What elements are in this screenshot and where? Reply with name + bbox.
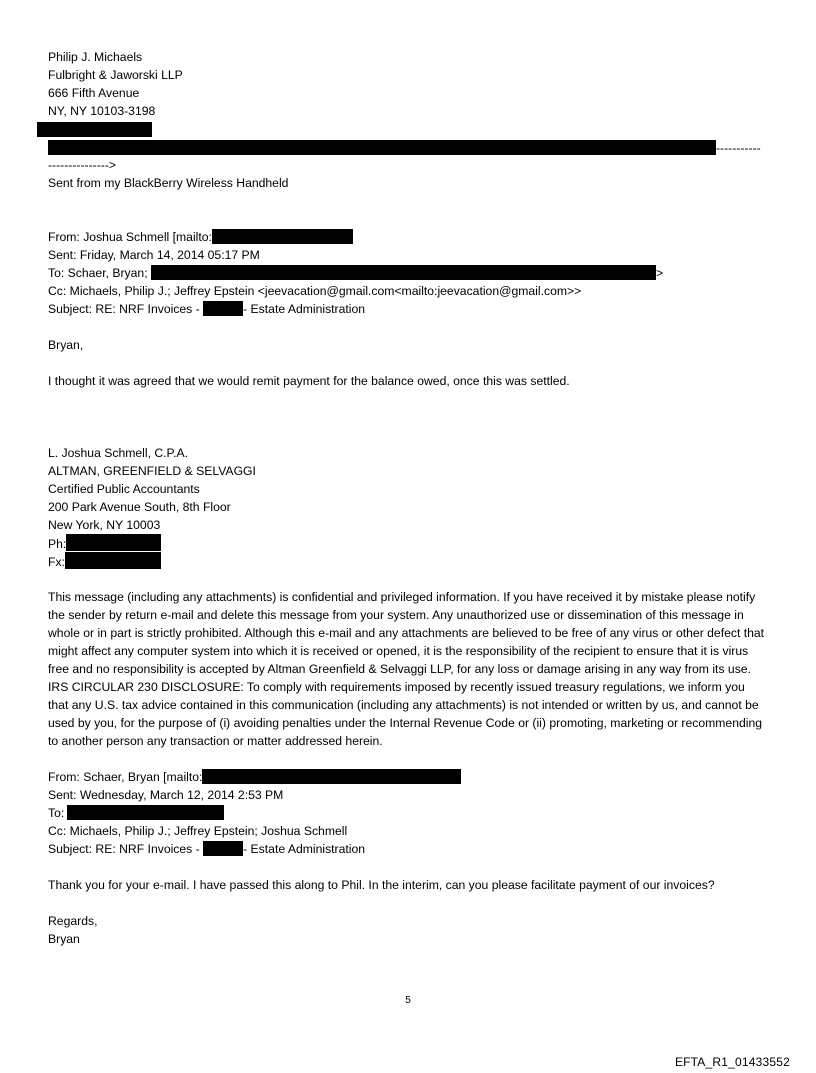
irs-disclosure: IRS CIRCULAR 230 DISCLOSURE: To comply with requirements imposed by recently issued treasury regulations, we inform you that any U.S. tax advice contained in this communication (including any attachments) is not intended or written by us, and cannot be used by you, for the purpose of (i) avoiding penalties under the Internal Revenue Code or (ii) promoting, marketing or recommending to another person any transaction or matter addressed herein.: [48, 680, 763, 748]
sig1-line-street: 666 Fifth Avenue: [48, 86, 140, 100]
email-header-2: [48, 768, 768, 858]
email1-greeting: Bryan,: [48, 338, 84, 352]
redaction-bar: [37, 122, 152, 137]
redaction-bar: [202, 769, 461, 784]
sig1-line-firm: Fulbright & Jaworski LLP: [48, 68, 183, 82]
email1-to-label: To: Schaer, Bryan;: [48, 266, 148, 280]
redaction-bar: [203, 841, 243, 856]
redaction-bar: [66, 534, 161, 551]
redacted-phone-line: [48, 120, 768, 138]
email2-to: [48, 804, 768, 822]
email1-body: I thought it was agreed that we would remit payment for the balance owed, once this was settled.: [48, 374, 570, 388]
email1-cc: Cc: Michaels, Philip J.; Jeffrey Epstein <jeevacation@gmail.com<mailto:jeevacation@gmail.com>>: [48, 284, 582, 298]
redaction-bar: [203, 301, 243, 316]
redaction-bar: [151, 265, 656, 280]
email2-cc: Cc: Michaels, Philip J.; Jeffrey Epstein; Joshua Schmell: [48, 824, 348, 838]
fax-label: Fx:: [48, 555, 65, 569]
email2-subject-suffix: - Estate Administration: [243, 842, 366, 856]
email1-to-suffix: >: [655, 266, 664, 280]
email1-subject-suffix: - Estate Administration: [243, 302, 366, 316]
redaction-bar: [65, 552, 161, 569]
email-document: [48, 48, 768, 948]
email2-from: [48, 768, 768, 786]
email1-to: [48, 264, 768, 282]
page-number: 5: [405, 995, 411, 1006]
dash-arrow-line: --------------->: [48, 158, 116, 172]
signature-block-michaels: [48, 48, 768, 120]
email2-signoff: Bryan: [48, 932, 80, 946]
redacted-divider-line: [48, 138, 768, 156]
sig2-line-name: L. Joshua Schmell, C.P.A.: [48, 446, 188, 460]
sig2-line-title: Certified Public Accountants: [48, 482, 200, 496]
email2-subject-label: Subject: RE: NRF Invoices -: [48, 842, 200, 856]
sig2-line-firm: ALTMAN, GREENFIELD & SELVAGGI: [48, 464, 256, 478]
email1-subject-label: Subject: RE: NRF Invoices -: [48, 302, 200, 316]
email1-from-label: From: Joshua Schmell [mailto:: [48, 230, 212, 244]
email2-closing: Regards,: [48, 914, 98, 928]
bates-number: EFTA_R1_01433552: [674, 1055, 790, 1069]
confidentiality-disclaimer: This message (including any attachments) is confidential and privileged information. If you have received it by mistake please notify the sender by return e-mail and delete this message from your system. Any unauthorized use or dissemination of this message in whole or in part is strictly prohibited. Although this e-mail and any attachments are believed to be free of any virus or other defect that might affect any computer system into which it is received or opened, it is the responsibility of the recipient to ensure that it is virus free and no responsibility is accepted by Altman Greenfield & Selvaggi LLP, for any loss or damage arising in any way from its use.: [48, 590, 765, 676]
email1-subject: [48, 300, 768, 318]
email2-to-label: To:: [48, 806, 65, 820]
redaction-bar: [48, 140, 716, 155]
email2-subject: [48, 840, 768, 858]
sent-from-blackberry: Sent from my BlackBerry Wireless Handheld: [48, 176, 289, 190]
dash-tail: -----------: [716, 141, 761, 155]
phone-label: Ph:: [48, 537, 67, 551]
sig2-fax: [48, 552, 768, 570]
email-header-1: [48, 228, 768, 318]
sig2-line-city: New York, NY 10003: [48, 518, 161, 532]
redaction-bar: [67, 805, 224, 820]
signature-block-schmell: [48, 444, 768, 570]
email2-sent: Sent: Wednesday, March 12, 2014 2:53 PM: [48, 788, 284, 802]
sig1-line-name: Philip J. Michaels: [48, 50, 143, 64]
email2-body: Thank you for your e-mail. I have passed this along to Phil. In the interim, can you please facilitate payment of our invoices?: [48, 878, 715, 892]
sig2-phone: [48, 534, 768, 552]
sig2-line-street: 200 Park Avenue South, 8th Floor: [48, 500, 231, 514]
redaction-bar: [212, 229, 353, 244]
email1-from: [48, 228, 768, 246]
email2-from-label: From: Schaer, Bryan [mailto:: [48, 770, 203, 784]
email1-sent: Sent: Friday, March 14, 2014 05:17 PM: [48, 248, 260, 262]
sig1-line-city: NY, NY 10103-3198: [48, 104, 156, 118]
